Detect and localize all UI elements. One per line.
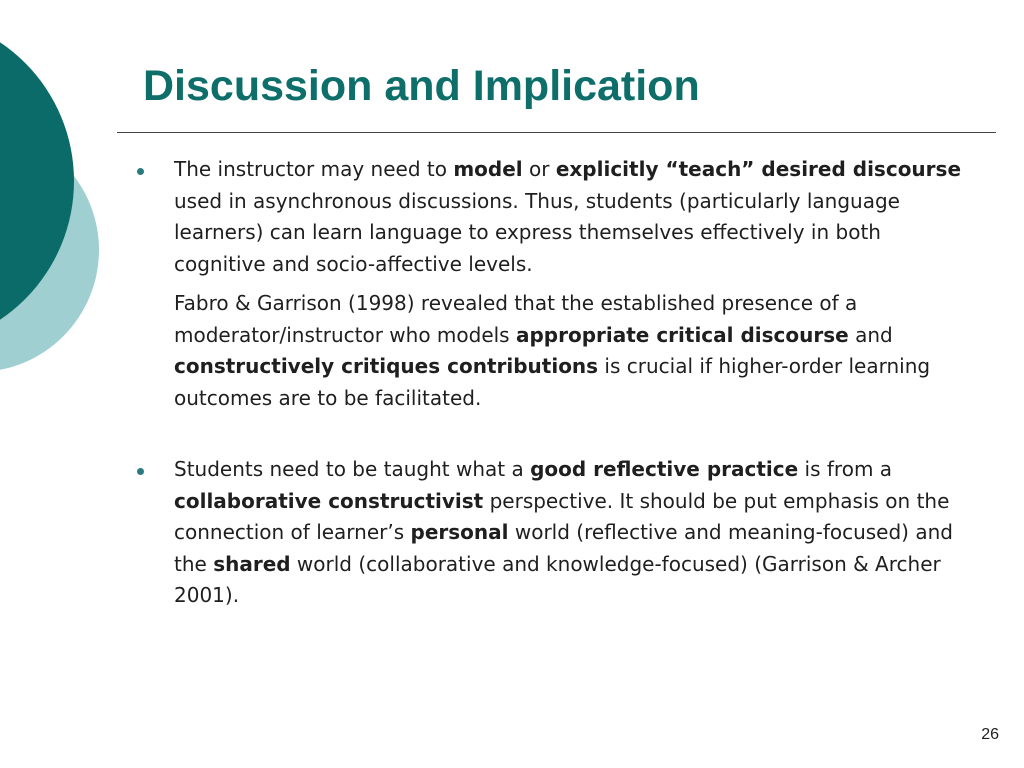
- bold-text-run: shared: [213, 551, 291, 576]
- text-run: or: [522, 157, 556, 181]
- bullet-1-paragraph-2: [174, 288, 974, 414]
- bold-text-run: appropriate critical discourse: [515, 322, 849, 347]
- text-run: world (collaborative and knowledge-focused) (Garrison & Archer 2001).: [174, 551, 941, 607]
- bullet-dot-icon: [137, 168, 144, 175]
- bold-text-run: good reflective practice: [530, 457, 799, 481]
- bullet-2-paragraph-1: [174, 454, 974, 612]
- slide-title: Discussion and Implication: [143, 62, 700, 110]
- text-run: Students need to be taught what a: [174, 457, 531, 481]
- text-run: and: [848, 322, 893, 347]
- bold-text-run: personal: [410, 520, 509, 544]
- bullet-dot-icon: [137, 468, 144, 475]
- bold-text-run: model: [453, 157, 523, 181]
- title-divider: [117, 132, 996, 133]
- text-run: is from a: [798, 457, 893, 481]
- text-run: used in asynchronous discussions. Thus, students (particularly language learners) can learn language to express themselves effectively in both cognitive and socio-affective levels.: [174, 188, 900, 276]
- text-run: perspective. It should be put emphasis on the connection of learner’s: [174, 488, 950, 544]
- text-run: The instructor may need to: [174, 157, 454, 181]
- bold-text-run: explicitly “teach” desired discourse: [555, 157, 962, 181]
- bold-text-run: collaborative constructivist: [174, 488, 484, 513]
- text-run: world (reflective and meaning-focused) and the: [174, 520, 953, 576]
- page-number: 26: [981, 726, 999, 743]
- text-run: is crucial if higher-order learning outcomes are to be facilitated.: [174, 354, 931, 410]
- bullet-1-paragraph-1: [174, 154, 974, 280]
- text-run: Fabro & Garrison (1998) revealed that the established presence of a moderator/instructor who models: [174, 291, 858, 347]
- bold-text-run: constructively critiques contributions: [174, 354, 599, 378]
- slide-body: [174, 154, 974, 612]
